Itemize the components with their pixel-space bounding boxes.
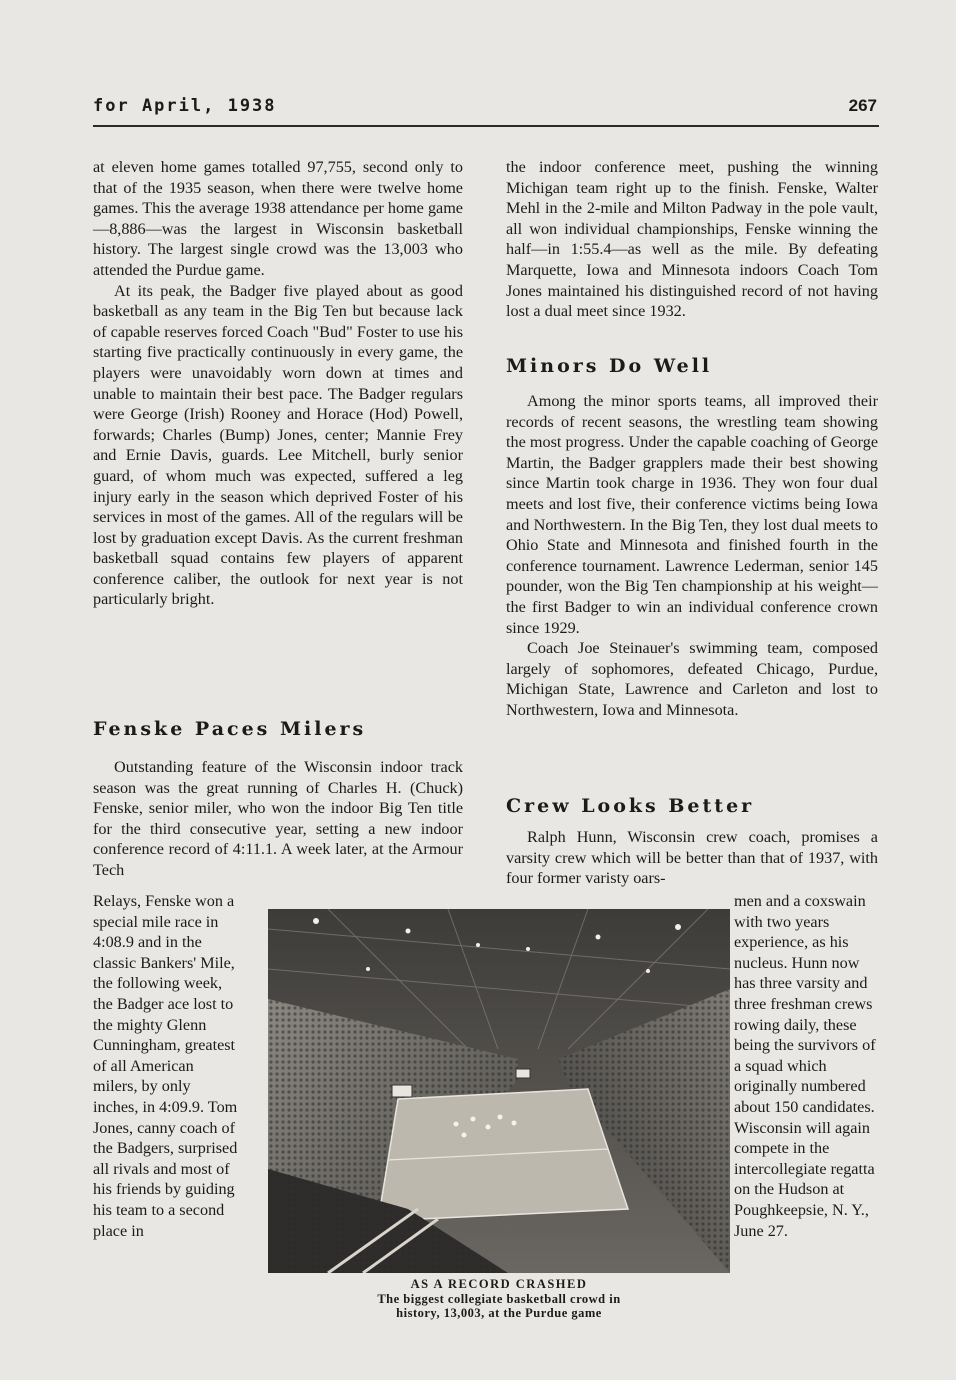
column-left-fenske xyxy=(93,757,463,881)
paragraph: Coach Joe Steinauer's swimming team, composed largely of sophomores, defeated Chicago, Purdue, Michigan State, Lawrence and Carleton and lost to Northwestern, Iowa and Minnesota. xyxy=(506,639,878,719)
column-right-top xyxy=(506,157,878,322)
column-right-wrap xyxy=(734,891,878,1241)
section-heading-crew: Crew Looks Better xyxy=(506,795,755,817)
section-heading-minors: Minors Do Well xyxy=(506,355,713,377)
caption-title: AS A RECORD CRASHED xyxy=(410,1277,588,1291)
paragraph: Ralph Hunn, Wisconsin crew coach, promises a varsity crew which will be better than that of 1937, with four former varisty oars- xyxy=(506,828,878,888)
paragraph: Outstanding feature of the Wisconsin indoor track season was the great running of Charles H. (Chuck) Fenske, senior miler, who won the indoor Big Ten title for the third consecutive year, setting a new indoor conference record of 4:11.1. A week later, at the Armour Tech xyxy=(93,758,463,879)
paragraph: Among the minor sports teams, all improved their records of recent seasons, the wrestling team showing the most progress. Under the capable coaching of George Martin, the Badger grapplers made their best showing since Martin took charge in 1936. They won four dual meets and lost five, their conference victims being Iowa and Northwestern. In the Big Ten, they lost dual meets to Ohio State and Minnesota and finished fourth in the conference tournament. Lawrence Lederman, senior 145 pounder, won the Big Ten championship at his weight—the first Badger to win an individual conference crown since 1929. xyxy=(506,392,878,637)
section-heading-fenske: Fenske Paces Milers xyxy=(93,718,367,740)
issue-date: for April, 1938 xyxy=(93,96,277,116)
caption-line: The biggest collegiate basketball crowd in xyxy=(377,1292,621,1306)
column-right-crew xyxy=(506,827,878,889)
paragraph: Relays, Fenske won a special mile race in 4:08.9 and in the classic Bankers' Mile, the following week, the Badger ace lost to the mighty Glenn Cunningham, greatest of all American milers, by only inches, in 4:09.9. Tom Jones, canny coach of the Badgers, surprised all rivals and most of his friends by guiding his team to a second place in xyxy=(93,892,238,1240)
paragraph: the indoor conference meet, pushing the winning Michigan team right up to the finish. Fenske, Walter Mehl in the 2-mile and Milton Padway in the pole vault, all won individual championships, Fenske winning the half—in 1:55.4—as well as the mile. By defeating Marquette, Iowa and Minnesota indoors Coach Tom Jones maintained his distinguished record of not having lost a dual meet since 1932. xyxy=(506,158,878,321)
column-right-minors xyxy=(506,391,878,721)
page-number: 267 xyxy=(848,96,877,115)
paragraph: men and a coxswain with two years experience, as his nucleus. Hunn now has three varsity and three freshman crews rowing daily, these being the survivors of a squad which originally numbered about 150 candidates. Wisconsin will again compete in the intercollegiate regatta on the Hudson at Poughkeepsie, N. Y., June 27. xyxy=(734,892,876,1240)
photo-caption xyxy=(268,1277,730,1320)
running-header xyxy=(93,96,877,120)
paragraph: at eleven home games totalled 97,755, second only to that of the 1935 season, when there were twelve home games. This the average 1938 attendance per home game—8,886—was the largest in Wisconsin basketball history. The largest single crowd was the 13,003 who attended the Purdue game. xyxy=(93,158,463,279)
header-rule xyxy=(93,125,879,127)
column-left-wrap xyxy=(93,891,239,1241)
caption-line: history, 13,003, at the Purdue game xyxy=(396,1306,602,1320)
arena-photo xyxy=(268,909,730,1273)
column-left-top xyxy=(93,157,463,610)
paragraph: At its peak, the Badger five played about as good basketball as any team in the Big Ten but because lack of capable reserves forced Coach "Bud" Foster to use his starting five practically continuously in every game, the players were unavoidably worn down at times and unable to maintain their best pace. The Badger regulars were George (Irish) Rooney and Horace (Hod) Powell, forwards; Charles (Bump) Jones, center; Mannie Frey and Ernie Davis, guards. Lee Mitchell, burly senior guard, of whom much was expected, suffered a leg injury early in the season which deprived Foster of his services in most of the games. All of the regulars will be lost by graduation except Davis. As the current freshman basketball squad contains few players of apparent conference caliber, the outlook for next year is not particularly bright. xyxy=(93,281,463,609)
